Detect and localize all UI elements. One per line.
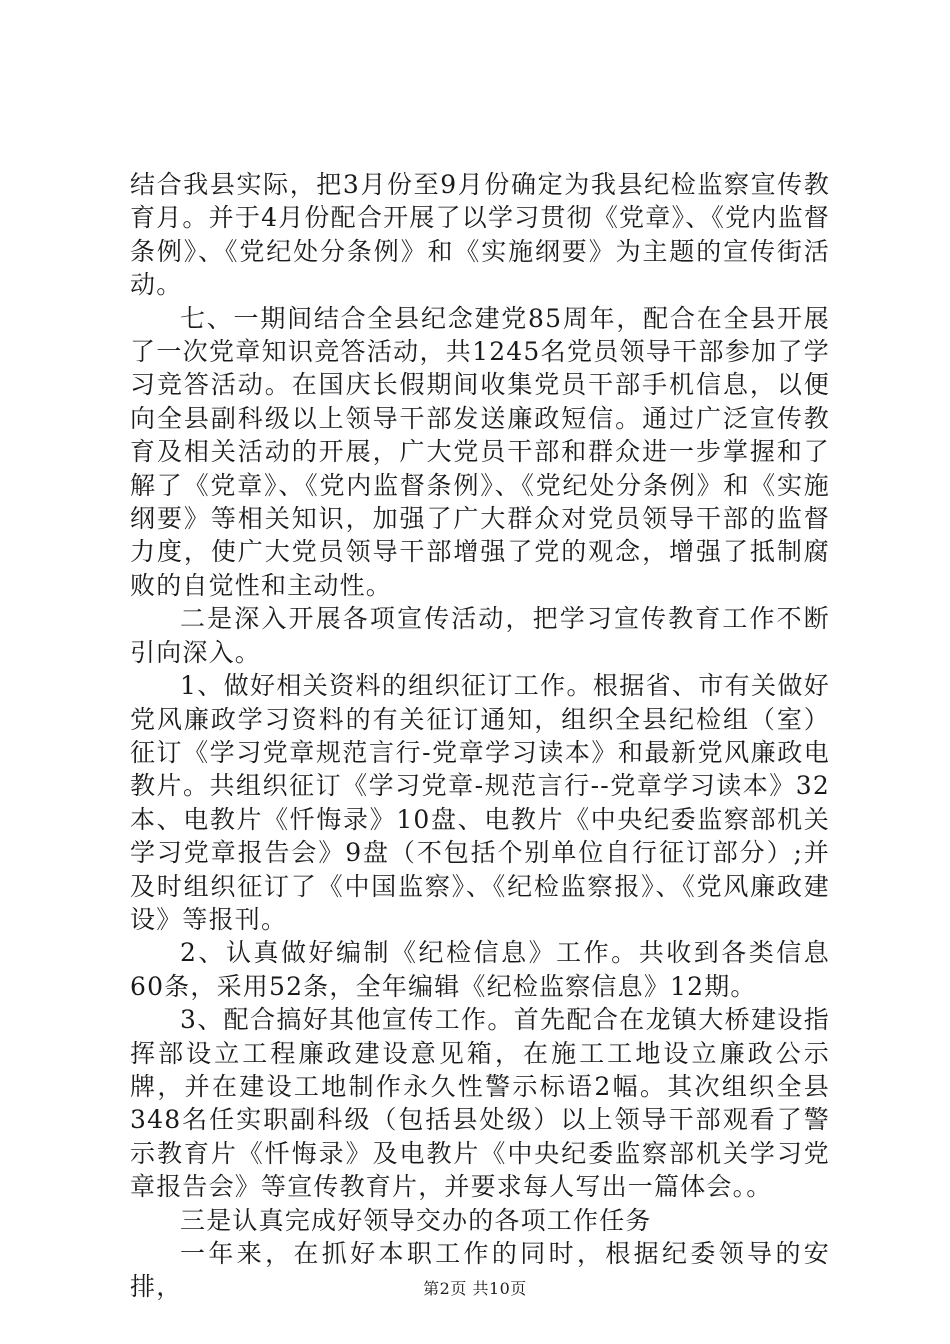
paragraph-2: 七、一期间结合全县纪念建党85周年，配合在全县开展了一次党章知识竞答活动，共1245名党员领导干部参加了学习竞答活动。在国庆长假期间收集党员干部手机信息，以便向全县副科级以上领导干部发送廉政短信。通过广泛宣传教育及相关活动的开展，广大党员干部和群众进一步掌握和了解了《党章》、《党内监督条例》、《党纪处分条例》和《实施纲要》等相关知识，加强了广大群众对党员领导干部的监督力度，使广大党员领导干部增强了党的观念，增强了抵制腐败的自觉性和主动性。: [130, 303, 830, 600]
paragraph-4: 1、做好相关资料的组织征订工作。根据省、市有关做好党风廉政学习资料的有关征订通知，组织全县纪检组（室）征订《学习党章规范言行-党章学习读本》和最新党风廉政电教片。共组织征订《学习党章-规范言行--党章学习读本》32本、电教片《忏悔录》10盘、电教片《中央纪委监察部机关学习党章报告会》9盘（不包括个别单位自行征订部分）;并及时组织征订了《中国监察》、《纪检监察报》、《党风廉政建设》等报刊。: [130, 671, 830, 934]
paragraph-3: 二是深入开展各项宣传活动，把学习宣传教育工作不断引向深入。: [130, 604, 830, 667]
paragraph-7: 三是认真完成好领导交办的各项工作任务: [180, 1205, 652, 1235]
page-number-label: 第2页 共10页: [423, 1279, 527, 1298]
paragraph-8: 一年来，在抓好本职工作的同时，根据纪委领导的安排，: [130, 1239, 830, 1302]
paragraph-6: 3、配合搞好其他宣传工作。首先配合在龙镇大桥建设指挥部设立工程廉政建设意见箱，在施工工地设立廉政公示牌，并在建设工地制作永久性警示标语2幅。其次组织全县348名任实职副科级（包括县处级）以上领导干部观看了警示教育片《忏悔录》及电教片《中央纪委监察部机关学习党章报告会》等宣传教育片，并要求每人写出一篇体会。。: [130, 1005, 830, 1202]
page-footer: [0, 1276, 950, 1299]
paragraph-1: 结合我县实际，把3月份至9月份确定为我县纪检监察宣传教育月。并于4月份配合开展了以学习贯彻《党章》、《党内监督条例》、《党纪处分条例》和《实施纲要》为主题的宣传街活动。: [130, 170, 830, 300]
document-body: [130, 168, 830, 1304]
paragraph-5: 2、认真做好编制《纪检信息》工作。共收到各类信息60条，采用52条，全年编辑《纪检监察信息》12期。: [130, 938, 830, 1001]
